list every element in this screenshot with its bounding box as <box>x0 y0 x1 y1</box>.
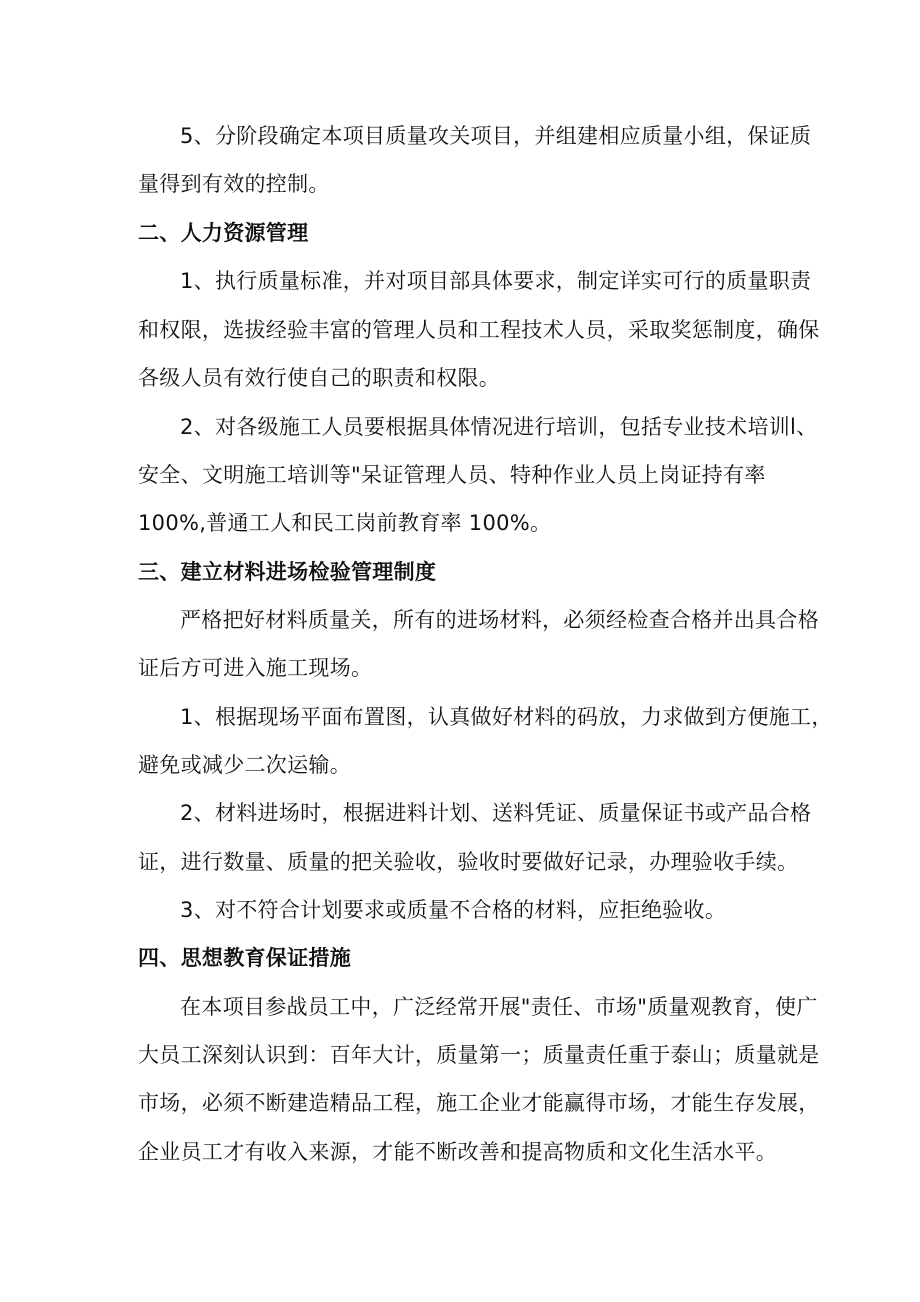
paragraph-line: 大员工深刻认识到：百年大计，质量第一；质量责任重于泰山；质量就是 <box>138 1043 820 1067</box>
paragraph-line: 3、对不符合计划要求或质量不合格的材料，应拒绝验收。 <box>180 898 727 922</box>
paragraph-line: 证后方可进入施工现场。 <box>138 656 373 680</box>
section-heading: 三、建立材料进场检验管理制度 <box>138 560 437 584</box>
section-heading: 四、思想教育保证措施 <box>138 946 351 970</box>
paragraph-line: 和权限，选拔经验丰富的管理人员和工程技术人员，采取奖惩制度，确保 <box>138 318 820 342</box>
paragraph-line: 各级人员有效行使自己的职责和权限。 <box>138 366 501 390</box>
paragraph-line: 在本项目参战员工中，广泛经常开展"责任、市场"质量观教育，使广 <box>180 995 818 1019</box>
paragraph-line: 证，进行数量、质量的把关验收，验收时要做好记录，办理验收手续。 <box>138 850 799 874</box>
paragraph-line: 100%,普通工人和民工岗前教育率 100%。 <box>138 511 552 535</box>
paragraph-line: 严格把好材料质量关，所有的进场材料，必须经检查合格并出具合格 <box>180 608 819 632</box>
paragraph-line: 企业员工才有收入来源，才能不断改善和提高物质和文化生活水平。 <box>138 1140 777 1164</box>
paragraph-line: 2、对各级施工人员要根据具体情况进行培训，包括专业技术培训l、 <box>180 415 818 439</box>
paragraph-line: 5、分阶段确定本项目质量攻关项目，并组建相应质量小组，保证质 <box>180 124 812 148</box>
paragraph-line: 1、执行质量标准，并对项目部具体要求，制定详实可行的质量职责 <box>180 269 812 293</box>
paragraph-line: 避免或减少二次运输。 <box>138 753 351 777</box>
paragraph-line: 市场，必须不断建造精品工程，施工企业才能赢得市场，才能生存发展， <box>138 1091 820 1115</box>
paragraph-line: 安全、文明施工培训等"呆证管理人员、特种作业人员上岗证持有率 <box>138 463 766 487</box>
paragraph-line: 量得到有效的控制。 <box>138 172 330 196</box>
paragraph-line: 1、根据现场平面布置图，认真做好材料的码放，力求做到方便施工， <box>180 705 833 729</box>
section-heading: 二、人力资源管理 <box>138 221 309 245</box>
paragraph-line: 2、材料进场时，根据进料计划、送料凭证、质量保证书或产品合格 <box>180 801 812 825</box>
